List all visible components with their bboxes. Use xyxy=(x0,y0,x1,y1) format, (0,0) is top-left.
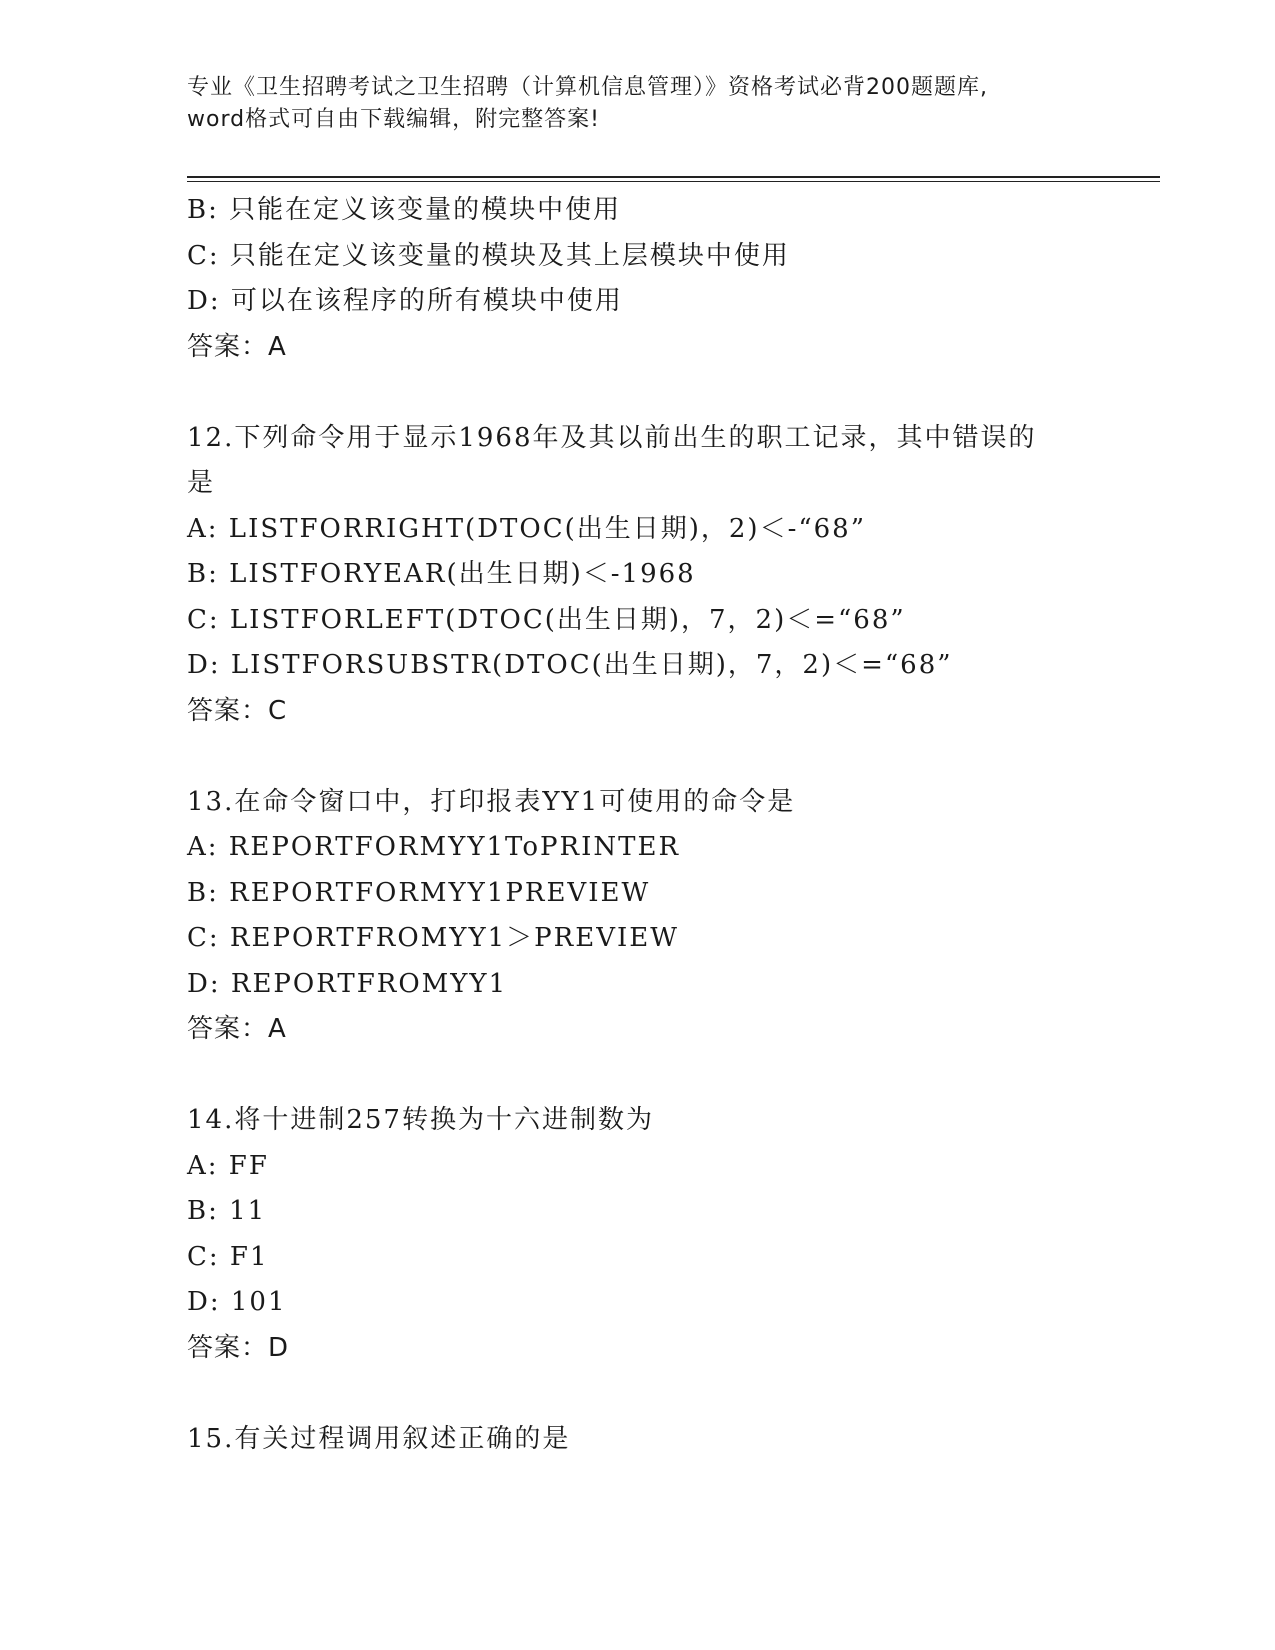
answer-label: 答案：C xyxy=(187,695,288,726)
option-d: D: LISTFORSUBSTR(DTOC(出生日期)，7，2)＜=“68” xyxy=(187,650,953,680)
option-d: D: 101 xyxy=(187,1287,287,1317)
option-c: C: LISTFORLEFT(DTOC(出生日期)，7，2)＜=“68” xyxy=(187,604,906,635)
header-line-2: word格式可自由下载编辑，附完整答案! xyxy=(187,107,600,132)
question-15 xyxy=(187,1417,1147,1463)
question-13 xyxy=(187,780,1147,1053)
question-11-continued xyxy=(187,188,1147,370)
answer-label: 答案：D xyxy=(187,1332,290,1363)
question-list xyxy=(187,188,1147,1462)
spacer xyxy=(187,734,1147,780)
answer-label: 答案：A xyxy=(187,331,287,362)
option-d: D: REPORTFROMYY1 xyxy=(187,968,508,999)
spacer xyxy=(187,370,1147,416)
question-stem: 13.在命令窗口中，打印报表YY1可使用的命令是 xyxy=(187,786,796,817)
question-12 xyxy=(187,416,1147,735)
option-b: B: LISTFORYEAR(出生日期)＜-1968 xyxy=(187,559,696,589)
question-stem-continued: 是 xyxy=(187,468,216,498)
option-b: B: 11 xyxy=(187,1196,267,1226)
question-stem: 12.下列命令用于显示1968年及其以前出生的职工记录，其中错误的 xyxy=(187,422,1037,453)
option-a: A: FF xyxy=(187,1150,269,1181)
option-c: C: REPORTFROMYY1＞PREVIEW xyxy=(187,923,679,953)
option-d: D: 可以在该程序的所有模块中使用 xyxy=(187,286,623,316)
question-14 xyxy=(187,1098,1147,1371)
question-stem: 14.将十进制257转换为十六进制数为 xyxy=(187,1105,654,1135)
spacer xyxy=(187,1053,1147,1099)
option-a: A: LISTFORRIGHT(DTOC(出生日期)，2)＜-“68” xyxy=(187,513,867,544)
header-divider xyxy=(187,176,1160,182)
option-b: B: REPORTFORMYY1PREVIEW xyxy=(187,877,651,908)
option-c: C: F1 xyxy=(187,1241,269,1272)
header-line-1: 专业《卫生招聘考试之卫生招聘（计算机信息管理）》资格考试必背200题题库, xyxy=(187,75,988,100)
option-c: C: 只能在定义该变量的模块及其上层模块中使用 xyxy=(187,240,790,271)
question-stem: 15.有关过程调用叙述正确的是 xyxy=(187,1423,571,1454)
option-a: A: REPORTFORMYY1ToPRINTER xyxy=(187,832,681,862)
answer-label: 答案：A xyxy=(187,1014,287,1044)
document-header xyxy=(187,72,1087,136)
option-b: B: 只能在定义该变量的模块中使用 xyxy=(187,195,622,225)
spacer xyxy=(187,1371,1147,1417)
